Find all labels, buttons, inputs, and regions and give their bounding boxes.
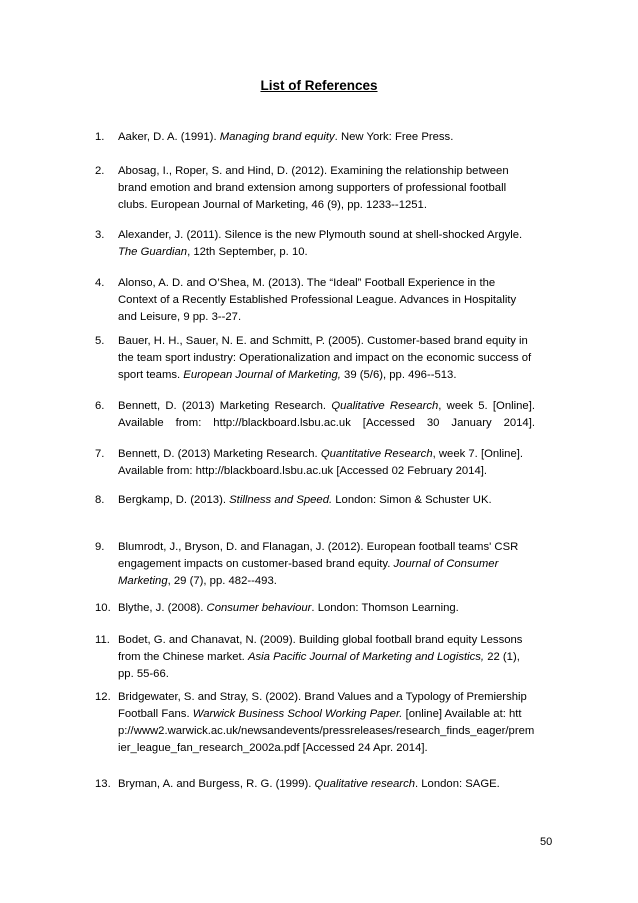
reference-text: Bryman, A. and Burgess, R. G. (1999). Qualitative research. London: SAGE.: [118, 778, 500, 790]
reference-text: Blumrodt, J., Bryson, D. and Flanagan, J. (2012). European football teams' CSR engagement impacts on customer-based brand equity. Journal of Consumer Marketing, 29 (7), pp. 482--493.: [118, 541, 519, 587]
reference-number: 8.: [95, 494, 105, 506]
reference-text: Bodet, G. and Chanavat, N. (2009). Building global football brand equity Lessons from the Chinese market. Asia Pacific Journal of Marketing and Logistics, 22 (1), pp. 55-66.: [118, 634, 523, 680]
reference-text: Blythe, J. (2008). Consumer behaviour. London: Thomson Learning.: [118, 602, 459, 614]
reference-number: 2.: [95, 165, 105, 177]
reference-number: 13.: [95, 778, 111, 790]
reference-item: [95, 632, 535, 683]
reference-item: [95, 600, 535, 617]
reference-item: [95, 275, 535, 326]
reference-number: 9.: [95, 541, 105, 553]
reference-number: 12.: [95, 691, 111, 703]
reference-number: 3.: [95, 229, 105, 241]
reference-item: [95, 689, 535, 757]
reference-text: Bergkamp, D. (2013). Stillness and Speed. London: Simon & Schuster UK.: [118, 494, 492, 506]
reference-number: 1.: [95, 131, 105, 143]
reference-text: Bennett, D. (2013) Marketing Research. Qualitative Research, week 5. [Online]. Available from: http://blackboard.lsbu.ac.uk [Accessed 30 January 2014].: [118, 400, 535, 429]
reference-text: Aaker, D. A. (1991). Managing brand equity. New York: Free Press.: [118, 131, 454, 143]
reference-item: [95, 129, 535, 146]
reference-text: Bridgewater, S. and Stray, S. (2002). Brand Values and a Typology of Premiership Football Fans. Warwick Business School Working Paper. [online] Available at: http://www2.warwick.ac.uk/newsandevents/pressreleases/research_finds_eager/premier_league_fan_research_2002a.pdf [Accessed 24 Apr. 2014].: [118, 691, 535, 754]
reference-item: [95, 492, 535, 509]
reference-text: Abosag, I., Roper, S. and Hind, D. (2012). Examining the relationship between brand emotion and brand extension among supporters of professional football clubs. European Journal of Marketing, 46 (9), pp. 1233--1251.: [118, 165, 509, 211]
reference-number: 11.: [95, 634, 110, 646]
reference-item: [95, 227, 535, 261]
reference-number: 4.: [95, 277, 105, 289]
reference-text: Alonso, A. D. and O’Shea, M. (2013). The “Ideal” Football Experience in the Context of a Recently Established Professional League. Advances in Hospitality and Leisure, 9 pp. 3--27.: [118, 277, 517, 323]
reference-item: [95, 398, 535, 432]
reference-item: [95, 539, 535, 590]
reference-number: 10.: [95, 602, 111, 614]
reference-text: Alexander, J. (2011). Silence is the new Plymouth sound at shell-shocked Argyle. The Guardian, 12th September, p. 10.: [118, 229, 523, 258]
reference-text: Bennett, D. (2013) Marketing Research. Quantitative Research, week 7. [Online]. Available from: http://blackboard.lsbu.ac.uk [Accessed 02 February 2014].: [118, 448, 524, 477]
reference-number: 6.: [95, 400, 105, 412]
reference-item: [95, 776, 535, 793]
page-number: 50: [540, 836, 553, 848]
page-title: List of References: [260, 78, 378, 93]
reference-number: 5.: [95, 335, 105, 347]
reference-item: [95, 333, 535, 384]
reference-item: [95, 163, 535, 214]
reference-text: Bauer, H. H., Sauer, N. E. and Schmitt, P. (2005). Customer-based brand equity in the team sport industry: Operationalization and impact on the economic success of sport teams. European Journal of Marketing, 39 (5/6), pp. 496--513.: [118, 335, 532, 381]
reference-item: [95, 446, 535, 480]
reference-number: 7.: [95, 448, 105, 460]
